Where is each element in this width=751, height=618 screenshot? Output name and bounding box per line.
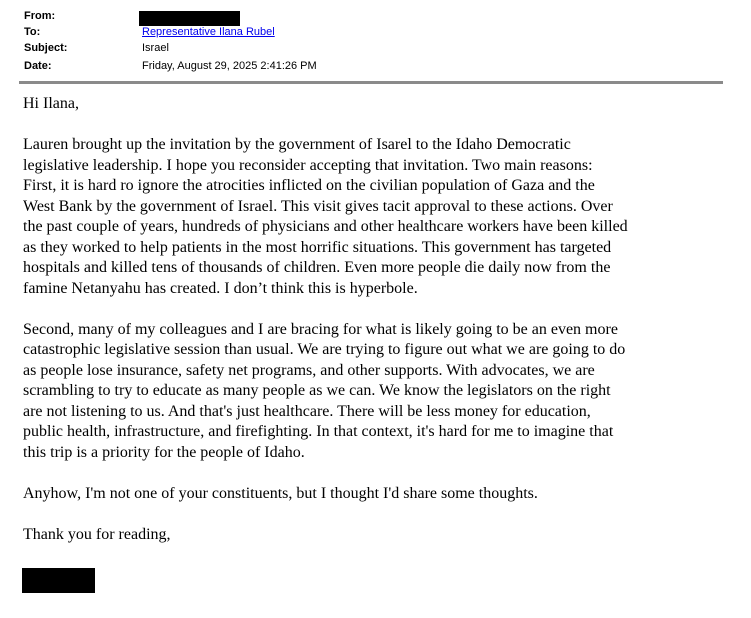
paragraph-2-line: scrambling to try to educate as many people as we can. We know the legislators on the right	[23, 382, 611, 399]
paragraph-1-line: Lauren brought up the invitation by the government of Isarel to the Idaho Democratic	[23, 136, 571, 153]
paragraph-2-line: catastrophic legislative session than usual. We are trying to figure out what we are going to do	[23, 341, 626, 358]
paragraph-2-line: public health, infrastructure, and firefighting. In that context, it's hard for me to imagine that	[23, 423, 614, 440]
paragraph-1-line: West Bank by the government of Israel. This visit gives tacit approval to these actions. Over	[23, 197, 613, 215]
paragraph-1-line: legislative leadership. I hope you reconsider accepting that invitation. Two main reasons:	[23, 156, 593, 174]
email-body	[23, 94, 735, 566]
paragraph-3: Anyhow, I'm not one of your constituents, but I thought I'd share some thoughts.	[23, 484, 538, 502]
paragraph-1	[23, 135, 735, 299]
date-label: Date:	[24, 60, 52, 72]
signature-redaction	[22, 568, 95, 593]
paragraph-2-line: as people lose insurance, safety net programs, and other supports. With advocates, we are	[23, 361, 595, 379]
paragraph-2	[23, 320, 735, 464]
date-value: Friday, August 29, 2025 2:41:26 PM	[142, 60, 317, 72]
paragraph-1-line: the past couple of years, hundreds of physicians and other healthcare workers have been killed	[23, 218, 628, 235]
paragraph-1-line: as they worked to help patients in the most horrific situations. This government has targeted	[23, 238, 612, 256]
subject-value: Israel	[142, 42, 169, 54]
paragraph-2-line: this trip is a priority for the people of Idaho.	[23, 443, 305, 461]
subject-label: Subject:	[24, 42, 68, 54]
to-label: To:	[24, 26, 41, 38]
paragraph-2-line: Second, many of my colleagues and I are bracing for what is likely going to be an even more	[23, 320, 618, 338]
paragraph-2-line: are not listening to us. And that's just healthcare. There will be less money for education,	[23, 402, 591, 420]
paragraph-1-line: famine Netanyahu has created. I don’t think this is hyperbole.	[23, 279, 418, 297]
from-label: From:	[24, 10, 56, 22]
header-divider	[19, 81, 723, 84]
paragraph-1-line: hospitals and killed tens of thousands of children. Even more people die daily now from the	[23, 259, 611, 276]
greeting: Hi Ilana,	[23, 95, 79, 112]
closing-line: Thank you for reading,	[23, 525, 171, 543]
to-recipient-link[interactable]: Representative Ilana Rubel	[142, 26, 275, 38]
paragraph-1-line: First, it is hard ro ignore the atrocities inflicted on the civilian population of Gaza and the	[23, 177, 595, 194]
